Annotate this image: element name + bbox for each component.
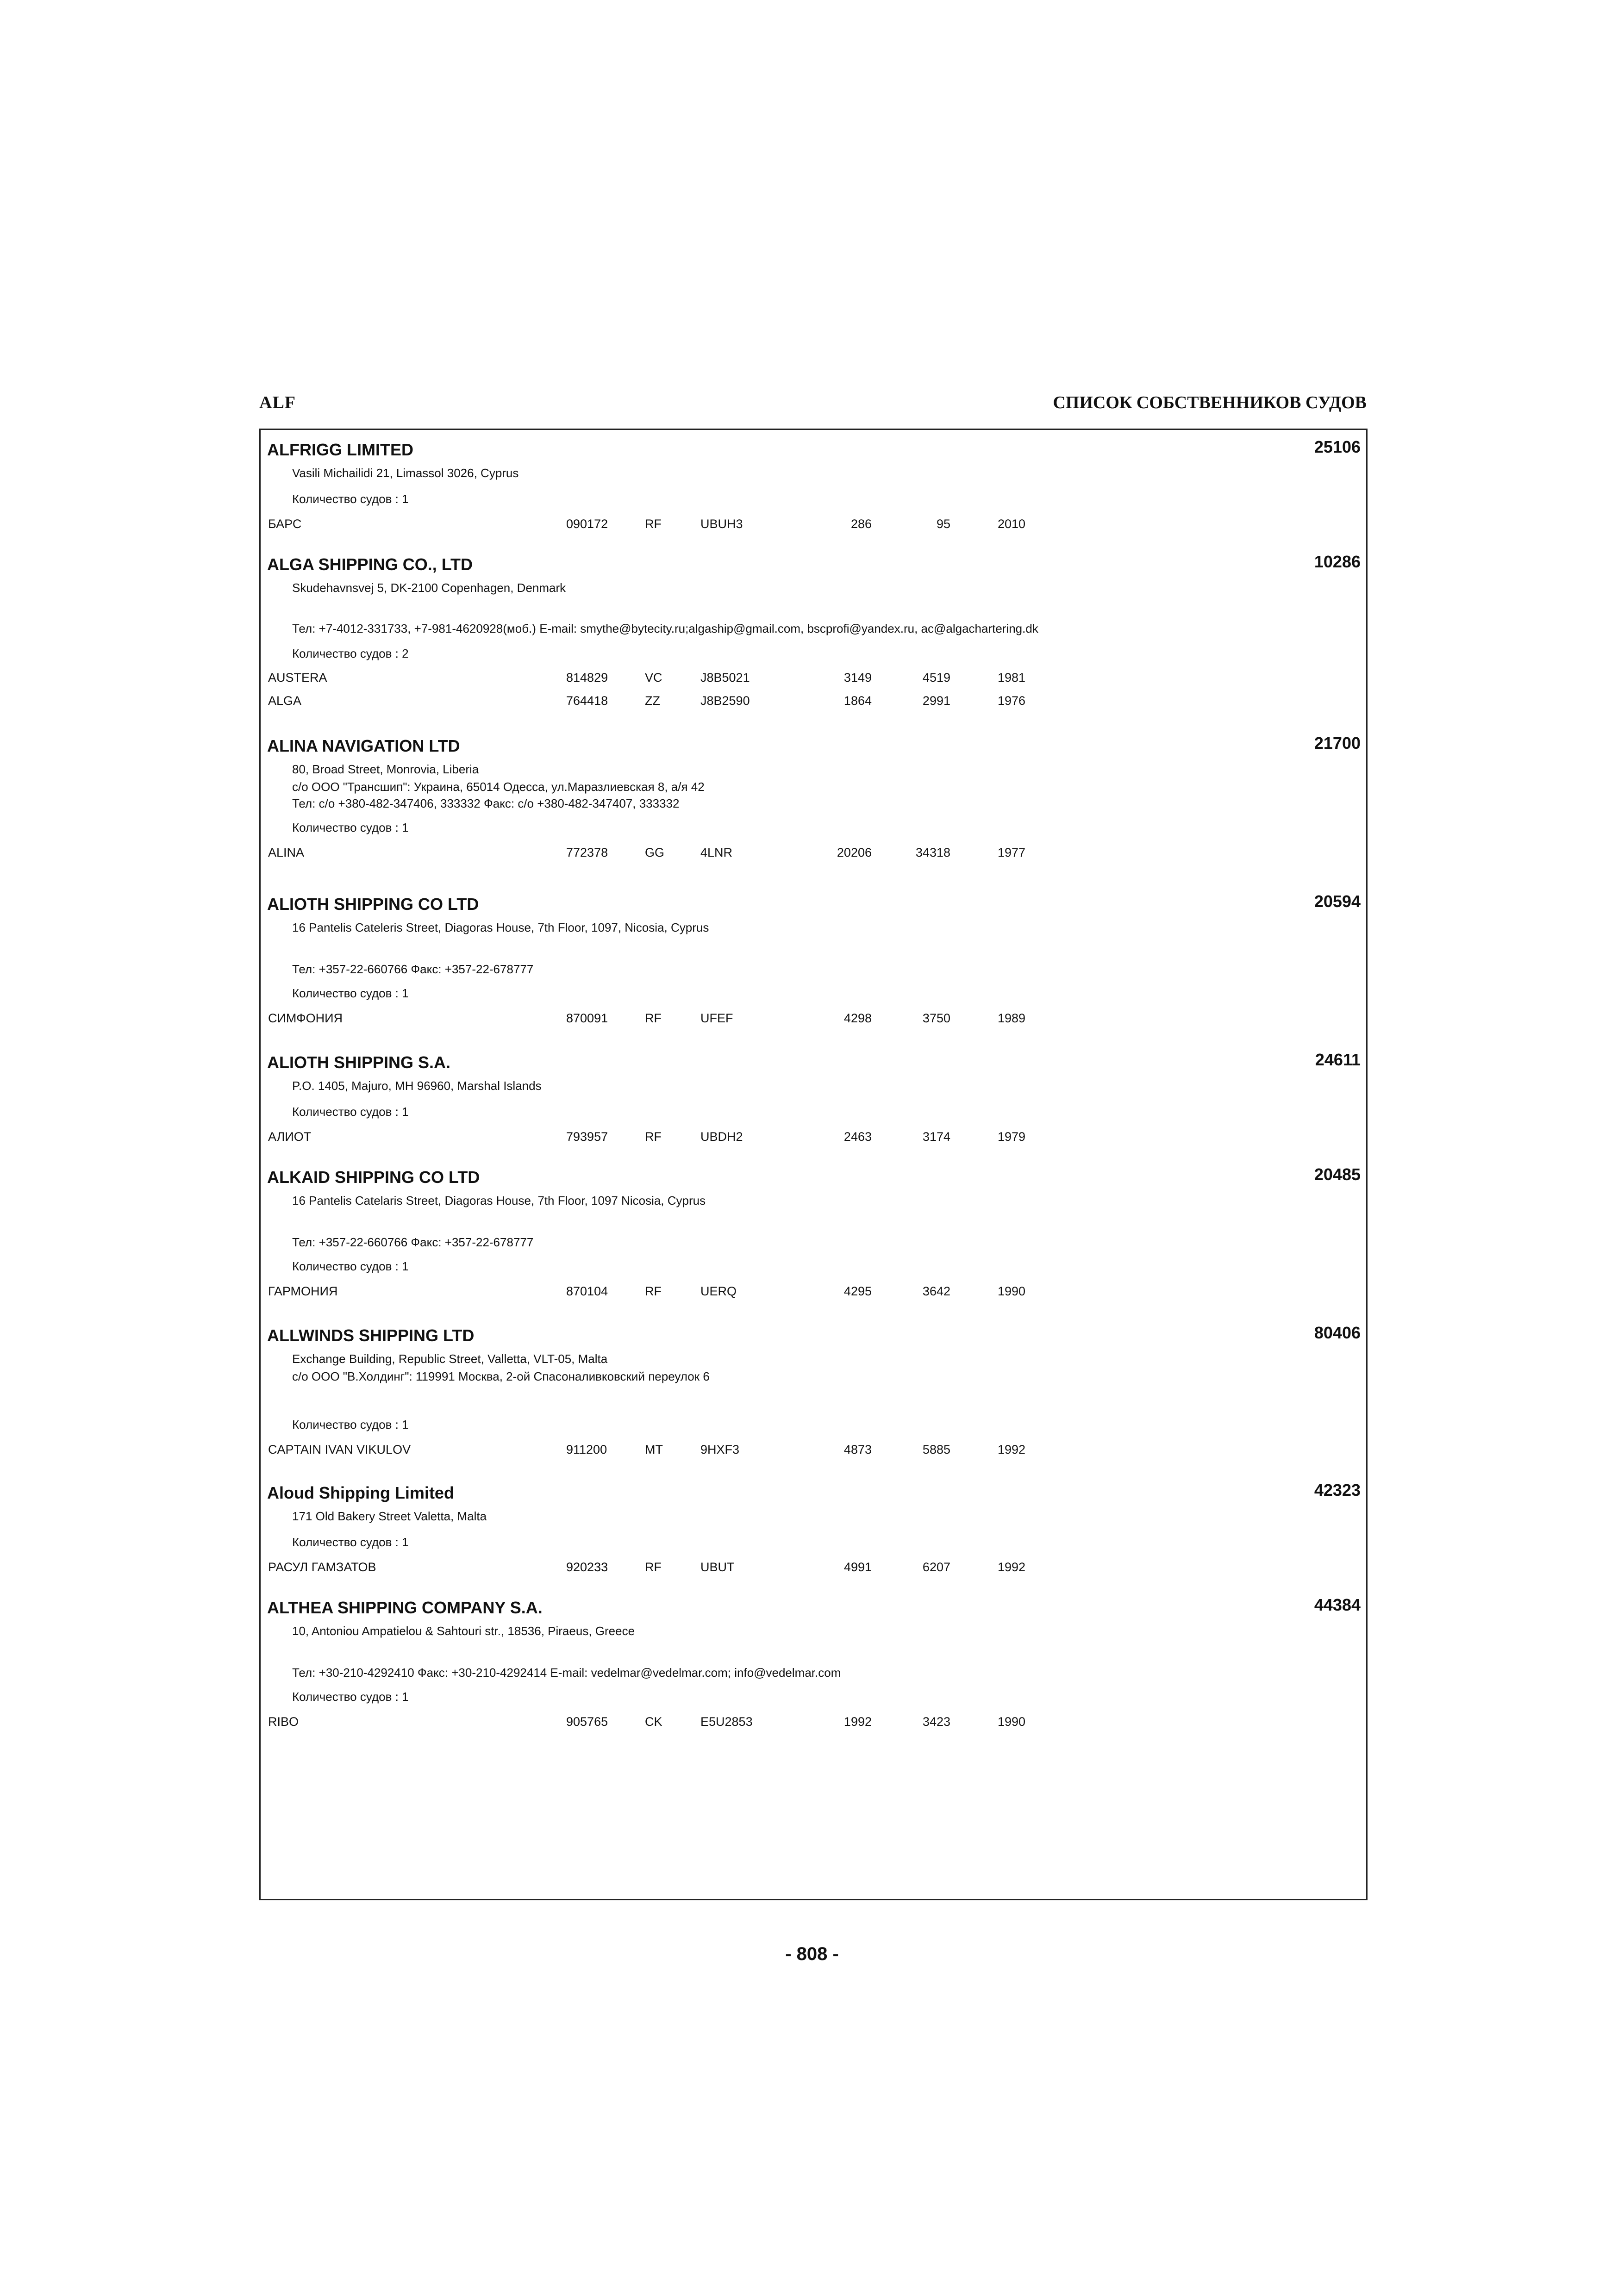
vessel-reg-number: 090172: [566, 517, 608, 531]
vessel-reg-number: 772378: [566, 846, 608, 859]
vessel-reg-number: 870104: [566, 1284, 608, 1298]
vessel-callsign: UBDH2: [700, 1130, 743, 1144]
vessel-gt: 4991: [843, 1560, 872, 1574]
owner-id: 20594: [1314, 892, 1361, 911]
vessel-count: [292, 647, 409, 661]
owner-address-line: 16 Pantelis Catelaris Street, Diagoras House, 7th Floor, 1097 Nicosia, Cyprus: [292, 1194, 706, 1207]
vessel-count-label: Количество судов :: [292, 647, 399, 660]
owners-list-frame: [259, 429, 1368, 1900]
vessel-year: 1990: [998, 1715, 1026, 1729]
vessel-year: 1977: [998, 846, 1026, 859]
owner-address-line: P.O. 1405, Majuro, MH 96960, Marshal Islands: [292, 1079, 542, 1093]
vessel-callsign: 9HXF3: [700, 1443, 740, 1456]
vessel-year: 1992: [998, 1560, 1026, 1574]
owner-name: ALGA SHIPPING CO., LTD: [267, 555, 473, 574]
vessel-count-label: Количество судов :: [292, 1259, 399, 1273]
vessel-count-value: 1: [402, 1535, 409, 1549]
owner-address-line: 16 Pantelis Cateleris Street, Diagoras House, 7th Floor, 1097, Nicosia, Cyprus: [292, 921, 709, 934]
vessel-name: СИМФОНИЯ: [268, 1011, 343, 1025]
vessel-count-value: 1: [402, 492, 409, 506]
owner-name: Aloud Shipping Limited: [267, 1483, 454, 1502]
vessel-name: RIBO: [268, 1715, 299, 1729]
vessel-reg-number: 764418: [566, 694, 608, 708]
vessel-flag: RF: [645, 1560, 662, 1574]
vessel-dwt: 2991: [922, 694, 950, 708]
vessel-count: [292, 1259, 409, 1274]
vessel-count-label: Количество судов :: [292, 821, 399, 834]
owner-id: 80406: [1314, 1323, 1361, 1342]
vessel-dwt: 4519: [922, 671, 950, 684]
vessel-gt: 3149: [843, 671, 872, 684]
vessel-callsign: UFEF: [700, 1011, 733, 1025]
vessel-row: [261, 1560, 1366, 1574]
owner-name: ALKAID SHIPPING CO LTD: [267, 1168, 480, 1187]
owner-address-line: Exchange Building, Republic Street, Valletta, VLT-05, Malta: [292, 1352, 608, 1366]
vessel-year: 1981: [998, 671, 1026, 684]
vessel-count-label: Количество судов :: [292, 1105, 399, 1119]
owner-contact-line: Тел: c/o +380-482-347406, 333332 Факс: c/o +380-482-347407, 333332: [292, 796, 680, 810]
vessel-name: CAPTAIN IVAN VIKULOV: [268, 1443, 411, 1456]
vessel-count-label: Количество судов :: [292, 492, 399, 506]
owner-id: 42323: [1314, 1481, 1361, 1500]
owner-contact-line: Тел: +357-22-660766 Факс: +357-22-678777: [292, 962, 534, 976]
vessel-reg-number: 911200: [566, 1443, 607, 1456]
vessel-row: [261, 1130, 1366, 1144]
vessel-row: [261, 517, 1366, 531]
vessel-count-value: 1: [402, 1690, 409, 1704]
vessel-count-value: 1: [402, 1259, 409, 1273]
vessel-flag: CK: [645, 1715, 662, 1729]
vessel-count-label: Количество судов :: [292, 1690, 399, 1704]
owner-address-line: Skudehavnsvej 5, DK-2100 Copenhagen, Denmark: [292, 581, 566, 595]
vessel-count-label: Количество судов :: [292, 1418, 399, 1431]
vessel-count: [292, 1535, 409, 1549]
vessel-row: [261, 1715, 1366, 1729]
owner-address-line: c/o ООО "В.Холдинг": 119991 Москва, 2-ой Спасоналивковский переулок 6: [292, 1369, 710, 1383]
vessel-flag: RF: [645, 1284, 662, 1298]
owner-id: 21700: [1314, 734, 1361, 753]
vessel-reg-number: 793957: [566, 1130, 608, 1144]
owner-id: 25106: [1314, 437, 1361, 456]
vessel-name: ALINA: [268, 846, 305, 859]
vessel-gt: 1992: [843, 1715, 872, 1729]
owner-name: ALTHEA SHIPPING COMPANY S.A.: [267, 1598, 543, 1617]
vessel-reg-number: 870091: [566, 1011, 608, 1025]
vessel-row: [261, 1011, 1366, 1025]
vessel-count-label: Количество судов :: [292, 1535, 399, 1549]
owner-address-line: 171 Old Bakery Street Valetta, Malta: [292, 1509, 487, 1523]
vessel-callsign: J8B5021: [700, 671, 750, 684]
owner-address-line: 80, Broad Street, Monrovia, Liberia: [292, 762, 479, 776]
owner-id: 10286: [1314, 552, 1361, 571]
vessel-count: [292, 1690, 409, 1704]
vessel-row: [261, 1443, 1366, 1456]
vessel-gt: 20206: [837, 846, 872, 859]
vessel-name: РАСУЛ ГАМЗАТОВ: [268, 1560, 376, 1574]
owner-contact-line: Тел: +30-210-4292410 Факс: +30-210-4292414 E-mail: vedelmar@vedelmar.com; info@vedelmar.com: [292, 1666, 841, 1680]
vessel-gt: 4295: [843, 1284, 872, 1298]
vessel-name: ALGA: [268, 694, 302, 708]
vessel-dwt: 3423: [922, 1715, 950, 1729]
vessel-gt: 2463: [843, 1130, 872, 1144]
vessel-dwt: 95: [936, 517, 950, 531]
vessel-gt: 4873: [843, 1443, 872, 1456]
vessel-count-value: 1: [402, 821, 409, 834]
vessel-dwt: 6207: [922, 1560, 950, 1574]
vessel-callsign: UBUT: [700, 1560, 735, 1574]
vessel-callsign: E5U2853: [700, 1715, 753, 1729]
vessel-count-value: 2: [402, 647, 409, 660]
vessel-flag: VC: [645, 671, 662, 684]
owner-address-line: 10, Antoniou Ampatielou & Sahtouri str., 18536, Piraeus, Greece: [292, 1624, 635, 1638]
vessel-year: 1989: [998, 1011, 1026, 1025]
owner-address-line: c/o ООО "Трансшип": Украина, 65014 Одесса, ул.Маразлиевская 8, а/я 42: [292, 780, 705, 794]
owner-id: 24611: [1315, 1050, 1361, 1069]
page-number: - 808 -: [785, 1944, 839, 1964]
vessel-count: [292, 821, 409, 835]
vessel-count: [292, 986, 409, 1001]
vessel-year: 1992: [998, 1443, 1026, 1456]
vessel-year: 1979: [998, 1130, 1026, 1144]
vessel-dwt: 3174: [922, 1130, 950, 1144]
vessel-dwt: 34318: [915, 846, 950, 859]
owner-name: ALINA NAVIGATION LTD: [267, 736, 460, 755]
vessel-gt: 4298: [843, 1011, 872, 1025]
owner-address-line: Vasili Michailidi 21, Limassol 3026, Cyprus: [292, 466, 519, 480]
section-code: ALF: [259, 393, 296, 412]
vessel-callsign: UERQ: [700, 1284, 737, 1298]
vessel-row: [261, 671, 1366, 684]
vessel-count: [292, 1105, 409, 1119]
owner-id: 44384: [1314, 1595, 1361, 1614]
vessel-dwt: 3750: [922, 1011, 950, 1025]
owner-contact-line: Тел: +357-22-660766 Факс: +357-22-678777: [292, 1235, 534, 1249]
owner-id: 20485: [1314, 1165, 1361, 1184]
vessel-flag: ZZ: [645, 694, 660, 708]
vessel-row: [261, 694, 1366, 708]
vessel-callsign: 4LNR: [700, 846, 733, 859]
vessel-reg-number: 905765: [566, 1715, 608, 1729]
vessel-year: 1990: [998, 1284, 1026, 1298]
vessel-reg-number: 920233: [566, 1560, 608, 1574]
owner-name: ALIOTH SHIPPING CO LTD: [267, 895, 479, 914]
owner-name: ALIOTH SHIPPING S.A.: [267, 1053, 451, 1072]
vessel-flag: RF: [645, 1130, 662, 1144]
vessel-name: AUSTERA: [268, 671, 327, 684]
section-title: СПИСОК СОБСТВЕННИКОВ СУДОВ: [1053, 393, 1367, 412]
vessel-callsign: J8B2590: [700, 694, 750, 708]
vessel-name: ГАРМОНИЯ: [268, 1284, 338, 1298]
vessel-name: АЛИОТ: [268, 1130, 312, 1144]
vessel-count-value: 1: [402, 1418, 409, 1431]
vessel-name: БАРС: [268, 517, 302, 531]
vessel-count: [292, 492, 409, 506]
vessel-reg-number: 814829: [566, 671, 608, 684]
vessel-year: 2010: [998, 517, 1026, 531]
vessel-dwt: 5885: [922, 1443, 950, 1456]
vessel-row: [261, 846, 1366, 859]
owner-name: ALLWINDS SHIPPING LTD: [267, 1326, 475, 1345]
vessel-flag: RF: [645, 1011, 662, 1025]
vessel-year: 1976: [998, 694, 1026, 708]
vessel-gt: 286: [850, 517, 872, 531]
vessel-callsign: UBUH3: [700, 517, 743, 531]
vessel-gt: 1864: [843, 694, 872, 708]
vessel-flag: RF: [645, 517, 662, 531]
vessel-flag: MT: [645, 1443, 663, 1456]
vessel-count: [292, 1418, 409, 1432]
owner-contact-line: Тел: +7-4012-331733, +7-981-4620928(моб.) E-mail: smythe@bytecity.ru;algaship@gmail.com, bscprofi@yandex.ru, ac@algachartering.dk: [292, 622, 1038, 635]
vessel-flag: GG: [645, 846, 665, 859]
vessel-dwt: 3642: [922, 1284, 950, 1298]
vessel-count-value: 1: [402, 1105, 409, 1119]
owner-name: ALFRIGG LIMITED: [267, 440, 413, 459]
vessel-count-value: 1: [402, 986, 409, 1000]
vessel-count-label: Количество судов :: [292, 986, 399, 1000]
vessel-row: [261, 1284, 1366, 1298]
